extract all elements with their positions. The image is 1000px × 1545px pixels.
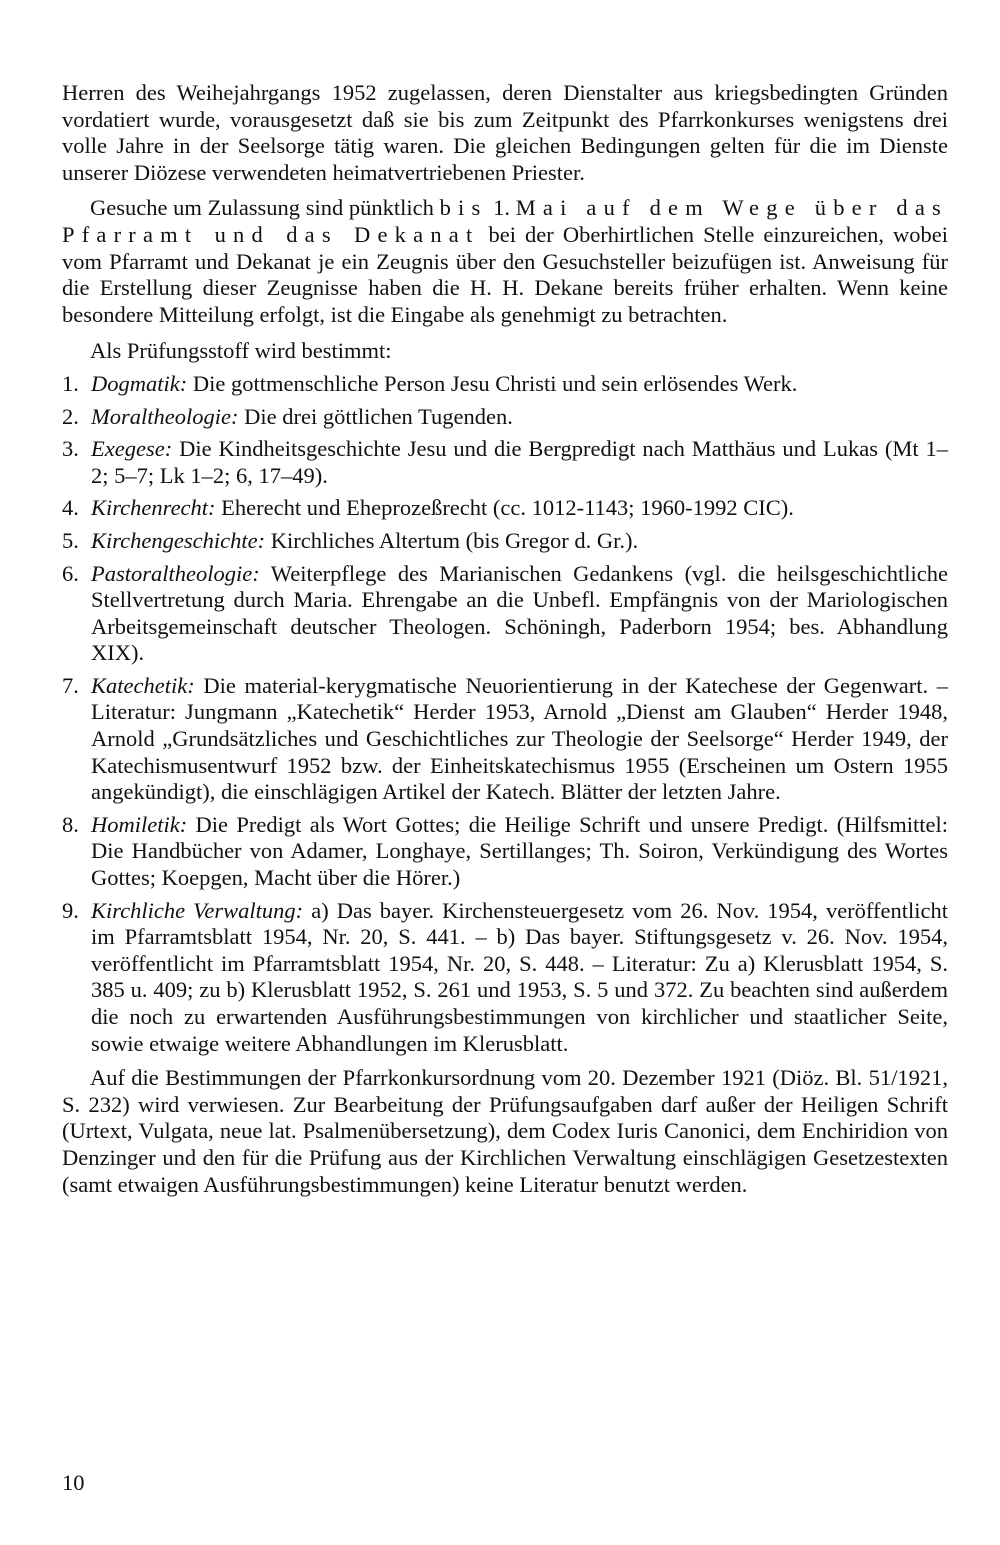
list-item	[62, 898, 948, 1058]
item-text: Weiterpflege des Marianischen Gedankens (vgl. die heilsgeschichtliche Stellvertretung durch Maria. Ehrengabe an die Unbefl. Empfängnis von der Mariologischen Arbeitsgemeinschaft deutscher Theologen. Schöningh, Paderborn 1954; bes. Abhandlung XIX).	[91, 560, 948, 666]
item-body	[91, 528, 948, 555]
item-subject: Exegese:	[91, 436, 173, 462]
list-item	[62, 495, 948, 522]
item-subject: Moraltheologie:	[91, 403, 239, 429]
item-body	[91, 436, 948, 489]
application-emphasis-deadline: bis	[439, 195, 488, 221]
item-number: 8.	[62, 811, 79, 837]
list-item	[62, 673, 948, 806]
item-number: 3.	[62, 436, 79, 462]
exam-subjects-intro: Als Prüfungsstoff wird bestimmt:	[90, 338, 392, 364]
item-body	[91, 812, 948, 892]
item-subject: Dogmatik:	[91, 370, 188, 396]
item-subject: Pastoraltheologie:	[91, 560, 260, 586]
exam-subjects-list	[62, 371, 948, 1057]
item-text: Die Predigt als Wort Gottes; die Heilige Schrift und unsere Predigt. (Hilfsmittel: Die Handbücher von Adamer, Longhaye, Sertillanges; Th. Soiron, Verkündigung des Wortes Gottes; Koepgen, Macht über die Hörer.)	[91, 811, 948, 891]
item-subject: Katechetik:	[91, 672, 195, 698]
item-number: 7.	[62, 672, 79, 698]
item-number: 5.	[62, 527, 79, 553]
item-text: Kirchliches Altertum (bis Gregor d. Gr.).	[265, 527, 639, 553]
item-text: Eherecht und Eheprozeßrecht (cc. 1012-1143; 1960-1992 CIC).	[215, 495, 794, 521]
item-number: 4.	[62, 495, 79, 521]
item-body	[91, 673, 948, 806]
list-item	[62, 371, 948, 398]
application-emphasis-route: Mai auf dem Wege über das Pfarramt und das Dekanat	[62, 195, 949, 247]
list-item	[62, 404, 948, 431]
item-body	[91, 561, 948, 667]
paragraph-application	[62, 195, 948, 328]
list-item	[62, 436, 948, 489]
paragraph-regulations: Auf die Bestimmungen der Pfarrkonkursordnung vom 20. Dezember 1921 (Diöz. Bl. 51/1921, S. 232) wird verwiesen. Zur Bearbeitung der Prüfungsaufgaben darf außer der Heiligen Schrift (Urtext, Vulgata, neue lat. Psalmenübersetzung), dem Codex Iuris Canonici, dem Enchiridion von Denzinger und den für die Prüfung aus der Kirchlichen Verwaltung einschlägigen Gesetzestexten (samt etwaigen Ausführungsbestimmungen) keine Literatur benutzt werden.	[62, 1065, 948, 1197]
item-text: Die material-kerygmatische Neuorientierung in der Katechese der Gegenwart. – Literatur: Jungmann „Katechetik“ Herder 1953, Arnold „Dienst am Glauben“ Herder 1948, Arnold „Grundsätzliches und Geschichtliches zur Theologie der Seelsorge“ Herder 1949, der Katechismusentwurf 1952 bzw. der Einheitskatechismus 1955 (Erscheinen um Ostern 1955 angekündigt), die einschlägigen Artikel der Katech. Blätter der letzten Jahre.	[91, 672, 948, 805]
item-text: Die gottmenschliche Person Jesu Christi und sein erlösendes Werk.	[187, 370, 798, 396]
list-item	[62, 561, 948, 667]
item-body	[91, 898, 948, 1058]
item-subject: Kirchliche Verwaltung:	[91, 897, 304, 923]
item-text: a) Das bayer. Kirchensteuergesetz vom 26. Nov. 1954, veröffentlicht im Pfarramtsblatt 1954, Nr. 20, S. 441. – b) Das bayer. Stiftungsgesetz v. 26. Nov. 1954, veröffentlicht im Pfarramtsblatt 1954, Nr. 20, S. 448. – Literatur: Zu a) Klerusblatt 1954, S. 385 u. 409; zu b) Klerusblatt 1952, S. 261 und 1953, S. 5 und 372. Zu beachten sind außerdem die noch zu erwartenden Ausführungsbestimmungen von kirchlicher und staatlicher Seite, sowie etwaige weitere Abhandlungen im Klerusblatt.	[91, 897, 948, 1056]
item-subject: Kirchenrecht:	[91, 495, 216, 521]
item-number: 6.	[62, 560, 79, 586]
application-text-before: Gesuche um Zulassung sind pünktlich	[90, 195, 440, 221]
page-number: 10	[62, 1470, 85, 1495]
item-number: 9.	[62, 897, 79, 923]
item-body	[91, 404, 948, 431]
page-content	[62, 80, 948, 1198]
item-subject: Kirchengeschichte:	[91, 527, 266, 553]
list-item	[62, 812, 948, 892]
item-body	[91, 495, 948, 522]
item-number: 1.	[62, 370, 79, 396]
paragraph-eligibility: Herren des Weihejahrgangs 1952 zugelassen, deren Dienstalter aus kriegsbedingten Gründen vordatiert wurde, vorausgesetzt daß sie bis zum Zeitpunkt des Pfarrkonkurses wenigstens drei volle Jahre in der Seelsorge tätig waren. Die gleichen Bedingungen gelten für die im Dienste unserer Diözese verwendeten heimatvertriebenen Priester.	[62, 80, 948, 185]
list-item	[62, 528, 948, 555]
application-text-after: bei der Oberhirtlichen Stelle einzureichen, wobei vom Pfarramt und Dekanat je ein Zeugnis über den Gesuchsteller beizufügen ist. Anweisung für die Erstellung dieser Zeugnisse haben die H. H. Dekane bereits früher erhalten. Wenn keine besondere Mitteilung erfolgt, ist die Eingabe als genehmigt zu betrachten.	[62, 221, 948, 327]
item-text: Die drei göttlichen Tugenden.	[238, 403, 513, 429]
item-body	[91, 371, 948, 398]
item-text: Die Kindheitsgeschichte Jesu und die Bergpredigt nach Matthäus und Lukas (Mt 1–2; 5–7; Lk 1–2; 6, 17–49).	[91, 436, 948, 488]
application-text-middle: 1.	[487, 195, 516, 221]
item-subject: Homiletik:	[91, 811, 188, 837]
item-number: 2.	[62, 403, 79, 429]
